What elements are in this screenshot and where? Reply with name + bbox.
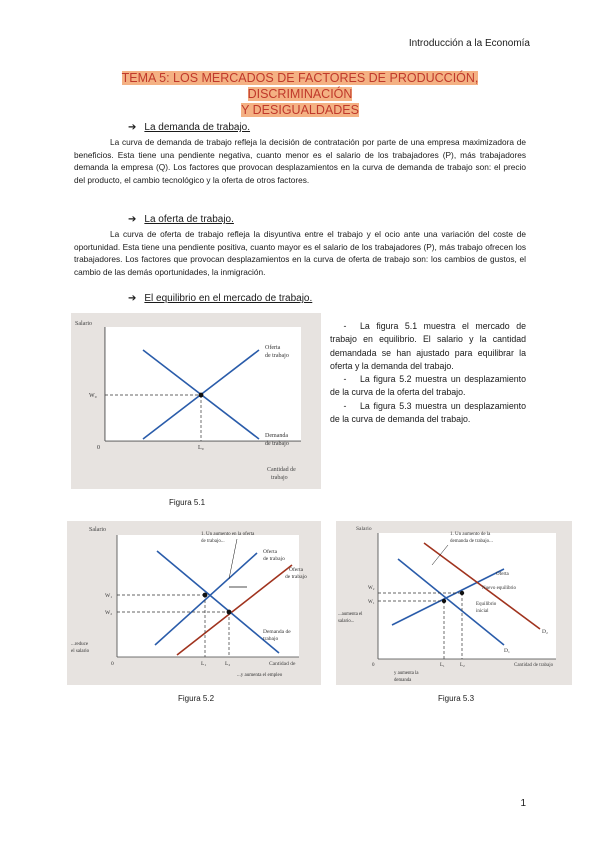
ylabel: Salario	[356, 526, 372, 532]
side-note-2: salario...	[338, 619, 355, 624]
supply-label-1: Oferta	[263, 549, 278, 555]
section-heading-supply: ➔ La oferta de trabajo.	[128, 214, 234, 225]
supply-new-label-2: de trabajo	[285, 574, 307, 580]
figure-5-1	[71, 313, 321, 489]
w-new-label: W₂	[368, 586, 375, 591]
w-initial-label: W₁	[368, 600, 375, 605]
note-2: demanda de trabajo...	[450, 539, 493, 544]
new-eq-label: Nuevo equilibrio	[482, 586, 517, 591]
xlabel: Cantidad de trabajo	[514, 663, 554, 668]
origin-label: 0	[97, 445, 100, 451]
bottom-note-1: y aumenta la	[394, 671, 419, 676]
d2-label: D₂	[542, 629, 548, 635]
xlabel-1: Cantidad de	[267, 467, 296, 473]
w1-label: W₁	[105, 593, 113, 599]
bullet-item: - La figura 5.1 muestra el mercado de trabajo en equilibrio. El salario y la cantidad demandada se han ajustado para equilibrar la oferta y la demanda del trabajo.	[330, 321, 526, 371]
ylabel: Salario	[75, 321, 92, 327]
xlabel: Cantidad de	[269, 661, 296, 667]
l2-label: L₂	[460, 663, 465, 668]
demand-label-1: Demanda de	[263, 629, 291, 635]
course-header: Introducción a la Economía	[408, 38, 530, 49]
equilibrium-notes	[330, 320, 526, 426]
supply-label: Oferta	[496, 572, 509, 577]
note-2: de trabajo...	[201, 539, 225, 544]
bullet-item: - La figura 5.2 muestra un desplazamiento de la curva de la oferta del trabajo.	[330, 374, 526, 398]
origin-label: 0	[111, 661, 114, 667]
origin-label: 0	[372, 663, 375, 668]
w0-label: W₀	[89, 393, 97, 399]
section-heading-equilibrium: ➔ El equilibrio en el mercado de trabajo.	[128, 293, 313, 304]
bottom-note-2: demanda	[394, 678, 412, 683]
side-note-1: ...reduce	[71, 642, 89, 647]
equilibrium-new	[227, 610, 232, 615]
old-eq-label-2: inicial	[476, 609, 489, 614]
supply-label-2: de trabajo	[263, 556, 285, 562]
section-heading-demand: ➔ La demanda de trabajo.	[128, 122, 251, 133]
supply-new-label-1: Oferta	[289, 567, 304, 573]
arrow-icon: ➔	[128, 293, 137, 304]
old-eq-label-1: Equilibrio	[476, 602, 497, 607]
side-note-2: el salario	[71, 649, 90, 654]
w2-label: W₂	[105, 610, 113, 616]
bottom-note: ...y aumenta el empleo	[237, 673, 283, 678]
supply-label-2: de trabajo	[265, 353, 289, 359]
equilibrium-initial	[442, 599, 446, 603]
supply-label-1: Oferta	[265, 345, 281, 351]
l0-label: L₀	[198, 445, 204, 451]
equilibrium-initial	[203, 593, 208, 598]
figure-5-3	[336, 521, 572, 685]
ylabel: Salario	[89, 527, 106, 533]
title-line-2: Y DESIGUALDADES	[241, 103, 359, 117]
page-title	[74, 70, 526, 118]
demand-label-1: Demanda	[265, 433, 288, 439]
note-1: 1. Un aumento de la	[450, 532, 491, 537]
figure-5-2	[67, 521, 321, 685]
title-line-1: TEMA 5: LOS MERCADOS DE FACTORES DE PRODUCCIÓN, DISCRIMINACIÓN	[121, 71, 479, 101]
arrow-icon: ➔	[128, 122, 137, 133]
l1-label: L₁	[440, 663, 445, 668]
arrow-icon: ➔	[128, 214, 137, 225]
plot-area	[378, 533, 556, 659]
equilibrium-point	[199, 393, 204, 398]
bullet-item: - La figura 5.3 muestra un desplazamiento de la curva de demanda del trabajo.	[330, 400, 526, 425]
demand-label-2: de trabajo	[265, 441, 289, 447]
figure-5-3-caption: Figura 5.3	[438, 694, 475, 703]
demand-label-2: trabajo	[263, 636, 279, 642]
figure-5-2-caption: Figura 5.2	[178, 694, 215, 703]
paragraph-demand: La curva de demanda de trabajo refleja la decisión de contratación por parte de una empresa maximizadora de beneficios. Esta tiene una pendiente negativa, cuanto menor es el salario de los trabajadores (P), más trabajadores demanda la empresa (Q). Los factores que provocan desplazamientos en la curva de demanda de trabajo son: el precio del producto, el cambio tecnológico y la oferta de otros factores.	[74, 137, 526, 185]
note-1: 1. Un aumento en la oferta	[201, 532, 255, 537]
paragraph-supply: La curva de oferta de trabajo refleja la disyuntiva entre el trabajo y el ocio ante una variación del coste de oportunidad. Esta tiene una pendiente positiva, cuanto mayor es el salario de los trabajadores (P), más trabajo ofrecen los trabajadores. Los factores que provocan desplazamientos en la curva de oferta de trabajo son: los cambios de gustos, el cambio de las demás oportunidades, la inmigración.	[74, 229, 526, 277]
l2-label: L₂	[225, 661, 231, 667]
equilibrium-new	[460, 591, 464, 595]
page-number: 1	[520, 798, 526, 809]
l1-label: L₁	[201, 661, 207, 667]
d1-label: D₁	[504, 648, 510, 654]
side-note-1: ...aumenta el	[338, 612, 363, 617]
xlabel-2: trabajo	[271, 475, 288, 481]
figure-5-1-caption: Figura 5.1	[169, 498, 206, 507]
